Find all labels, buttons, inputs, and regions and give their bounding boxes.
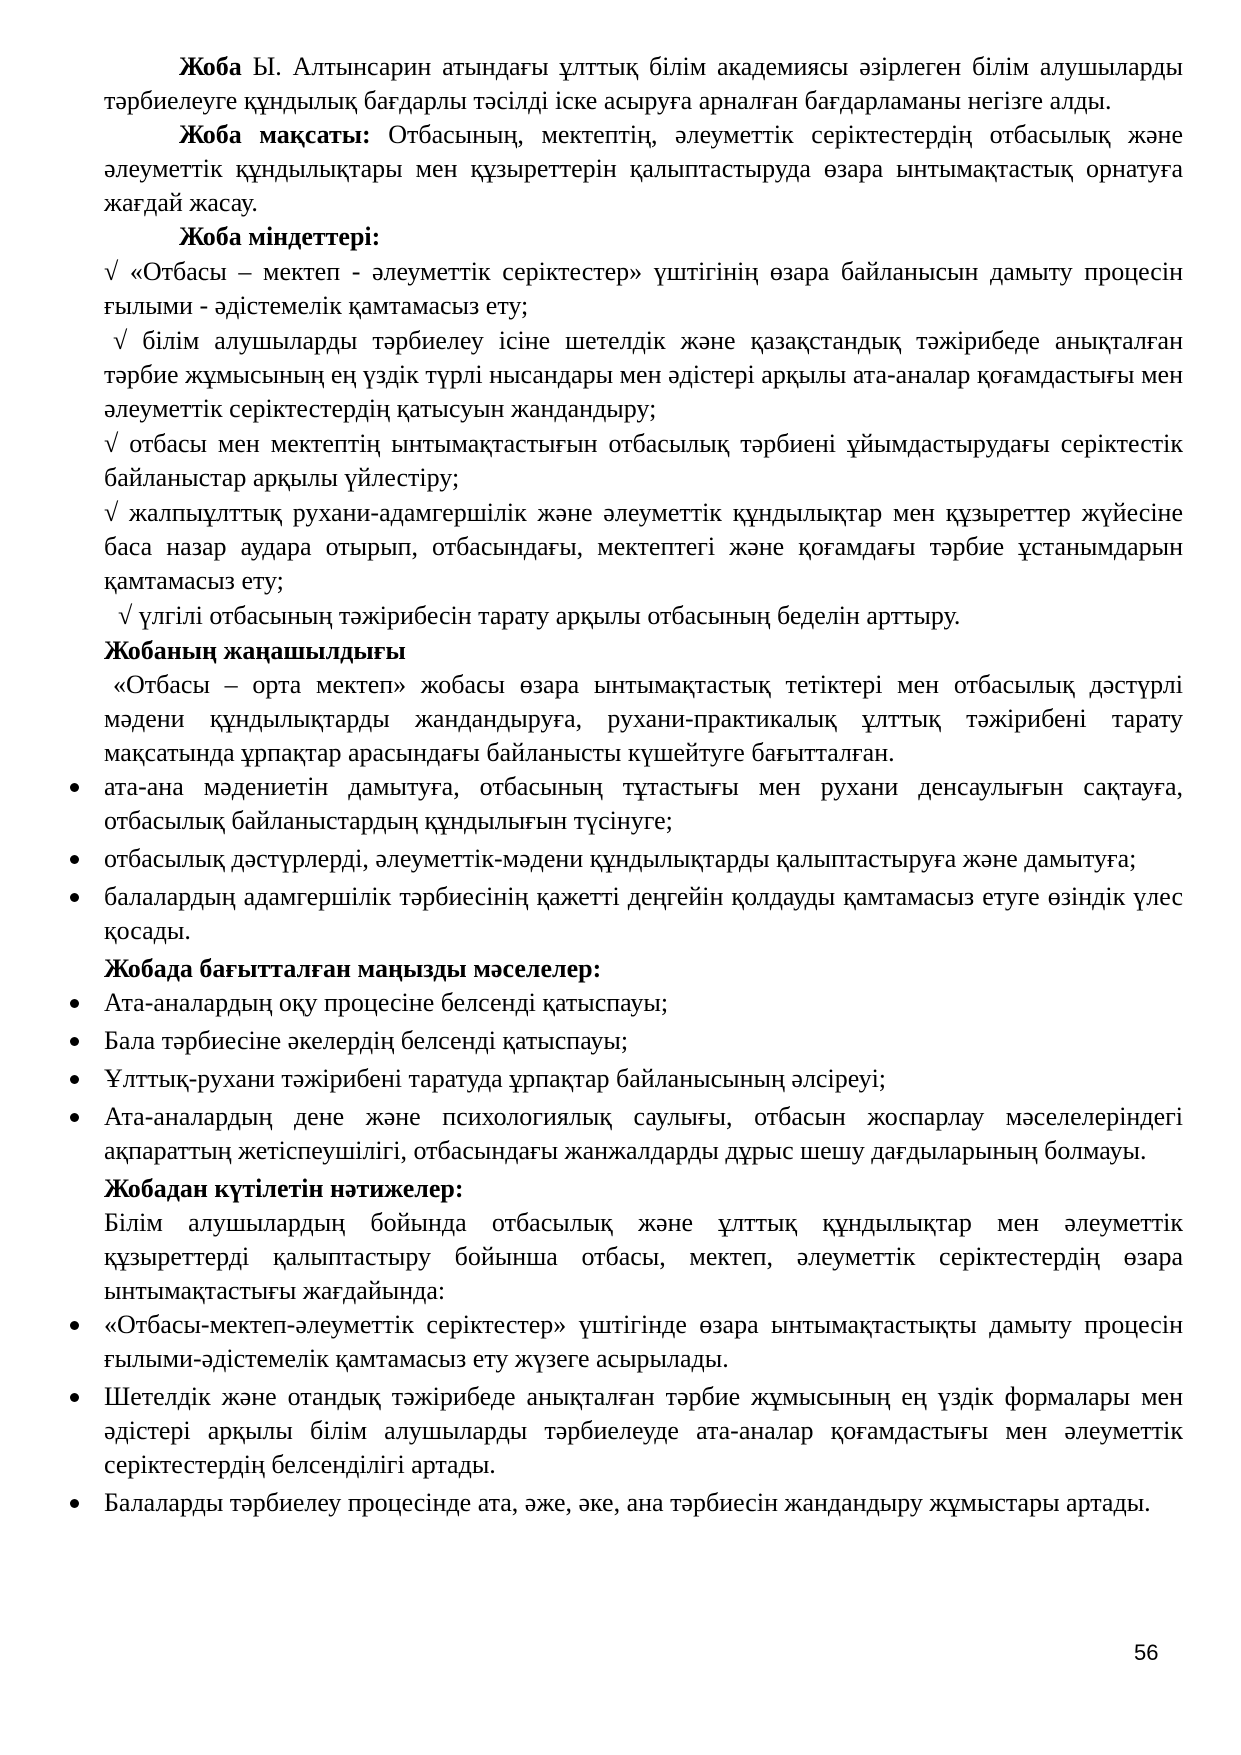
list-item-text: отбасылық дәстүрлерді, әлеуметтік-мәдени құндылықтарды қалыптастыруға және дамытуға;	[104, 844, 1137, 873]
novelty-heading: Жобаның жаңашылдығы	[104, 636, 406, 665]
novelty-text: «Отбасы – орта мектеп» жобасы өзара ынтымақтастық тетіктері мен отбасылық дәстүрлі мәдени құндылықтарды жандандыруға, рухани-практикалық ұлттық тәжірибені тарату мақсатында ұрпақтар арасындағы байланысты күшейтуге бағытталған.	[104, 670, 1183, 767]
list-item	[104, 1486, 1183, 1520]
list-item	[104, 1308, 1183, 1376]
bullet-icon	[70, 1075, 79, 1084]
list-item	[104, 1100, 1183, 1168]
list-item-text: балалардың адамгершілік тәрбиесінің қажетті деңгейін қолдауды қамтамасыз етуге өзіндік үлес қосады.	[104, 882, 1183, 945]
task-item: √ жалпыұлттық рухани-адамгершілік және әлеуметтік құндылықтар мен құзыреттер жүйесіне баса назар аудара отырып, отбасындағы, мектептегі және қоғамдағы тәрбие ұстанымдарын қамтамасыз ету;	[104, 498, 1183, 595]
bullet-icon	[70, 855, 79, 864]
bullet-icon	[70, 999, 79, 1008]
list-item-text: Шетелдік және отандық тәжірибеде анықталған тәрбие жұмысының ең үздік формалары мен әдістері арқылы білім алушыларды тәрбиелеуде ата-аналар қоғамдастығы мен әлеуметтік серіктестердің белсенділігі артады.	[104, 1382, 1183, 1479]
tasks-heading: Жоба міндеттері:	[179, 222, 381, 251]
intro-lead: Жоба	[179, 52, 242, 81]
issues-list	[104, 986, 1183, 1168]
results-text: Білім алушылардың бойында отбасылық және ұлттық құндылықтар мен әлеуметтік құзыреттерді қалыптастыру бойынша отбасы, мектеп, әлеуметтік серіктестердің өзара ынтымақтастығы жағдайында:	[104, 1208, 1183, 1305]
list-item	[104, 880, 1183, 948]
intro-paragraph	[104, 50, 1183, 118]
list-item	[104, 986, 1183, 1020]
task-item: √ үлгілі отбасының тәжірибесін тарату арқылы отбасының беделін арттыру.	[118, 601, 961, 630]
bullet-icon	[70, 893, 79, 902]
intro-text: Ы. Алтынсарин атындағы ұлттық білім академиясы әзірлеген білім алушыларды тәрбиелеуге құндылық бағдарлы тәсілді іске асыруға арналған бағдарламаны негізге алды.	[104, 52, 1183, 115]
list-item-text: Ұлттық-рухани тәжірибені таратуда ұрпақтар байланысының әлсіреуі;	[104, 1064, 887, 1093]
novelty-list	[104, 770, 1183, 948]
task-item: √ «Отбасы – мектеп - әлеуметтік серіктестер» үштігінің өзара байланысын дамыту процесін ғылыми - әдістемелік қамтамасыз ету;	[104, 257, 1183, 320]
list-item	[104, 842, 1183, 876]
list-item	[104, 1024, 1183, 1058]
list-item-text: Ата-аналардың оқу процесіне белсенді қатыспауы;	[104, 988, 669, 1017]
list-item	[104, 770, 1183, 838]
page-content	[104, 50, 1183, 1524]
list-item-text: Бала тәрбиесіне әкелердің белсенді қатыспауы;	[104, 1026, 629, 1055]
goal-paragraph	[104, 118, 1183, 220]
bullet-icon	[70, 1037, 79, 1046]
results-heading: Жобадан күтілетін нәтижелер:	[104, 1174, 464, 1203]
task-item: √ отбасы мен мектептің ынтымақтастығын отбасылық тәрбиені ұйымдастырудағы серіктестік байланыстар арқылы үйлестіру;	[104, 429, 1183, 492]
list-item-text: Ата-аналардың дене және психологиялық саулығы, отбасын жоспарлау мәселелеріндегі ақпараттың жетіспеушілігі, отбасындағы жанжалдарды дұрыс шешу дағдыларының болмауы.	[104, 1102, 1183, 1165]
list-item-text: Балаларды тәрбиелеу процесінде ата, әже, әке, ана тәрбиесін жандандыру жұмыстары артады.	[104, 1488, 1151, 1517]
goal-lead: Жоба мақсаты:	[179, 120, 371, 149]
task-item: √ білім алушыларды тәрбиелеу ісіне шетелдік және қазақстандық тәжірибеде анықталған тәрбие жұмысының ең үздік түрлі нысандары мен әдістері арқылы ата-аналар қоғамдастығы мен әлеуметтік серіктестердің қатысуын жандандыру;	[104, 326, 1183, 423]
list-item	[104, 1062, 1183, 1096]
page-number: 56	[1134, 1640, 1159, 1665]
bullet-icon	[70, 1393, 79, 1402]
issues-heading: Жобада бағытталған маңызды мәселелер:	[104, 954, 602, 983]
bullet-icon	[70, 1321, 79, 1330]
bullet-icon	[70, 1499, 79, 1508]
goal-text: Отбасының, мектептің, әлеуметтік серіктестердің отбасылық және әлеуметтік құндылықтары мен құзыреттерін қалыптастыруда өзара ынтымақтастық орнатуға жағдай жасау.	[104, 120, 1183, 217]
list-item-text: «Отбасы-мектеп-әлеуметтік серіктестер» үштігінде өзара ынтымақтастықты дамыту процесін ғылыми-әдістемелік қамтамасыз ету жүзеге асырылады.	[104, 1310, 1183, 1373]
results-list	[104, 1308, 1183, 1520]
list-item	[104, 1380, 1183, 1482]
bullet-icon	[70, 783, 79, 792]
bullet-icon	[70, 1113, 79, 1122]
list-item-text: ата-ана мәдениетін дамытуға, отбасының тұтастығы мен рухани денсаулығын сақтауға, отбасылық байланыстардың құндылығын түсінуге;	[104, 772, 1183, 835]
